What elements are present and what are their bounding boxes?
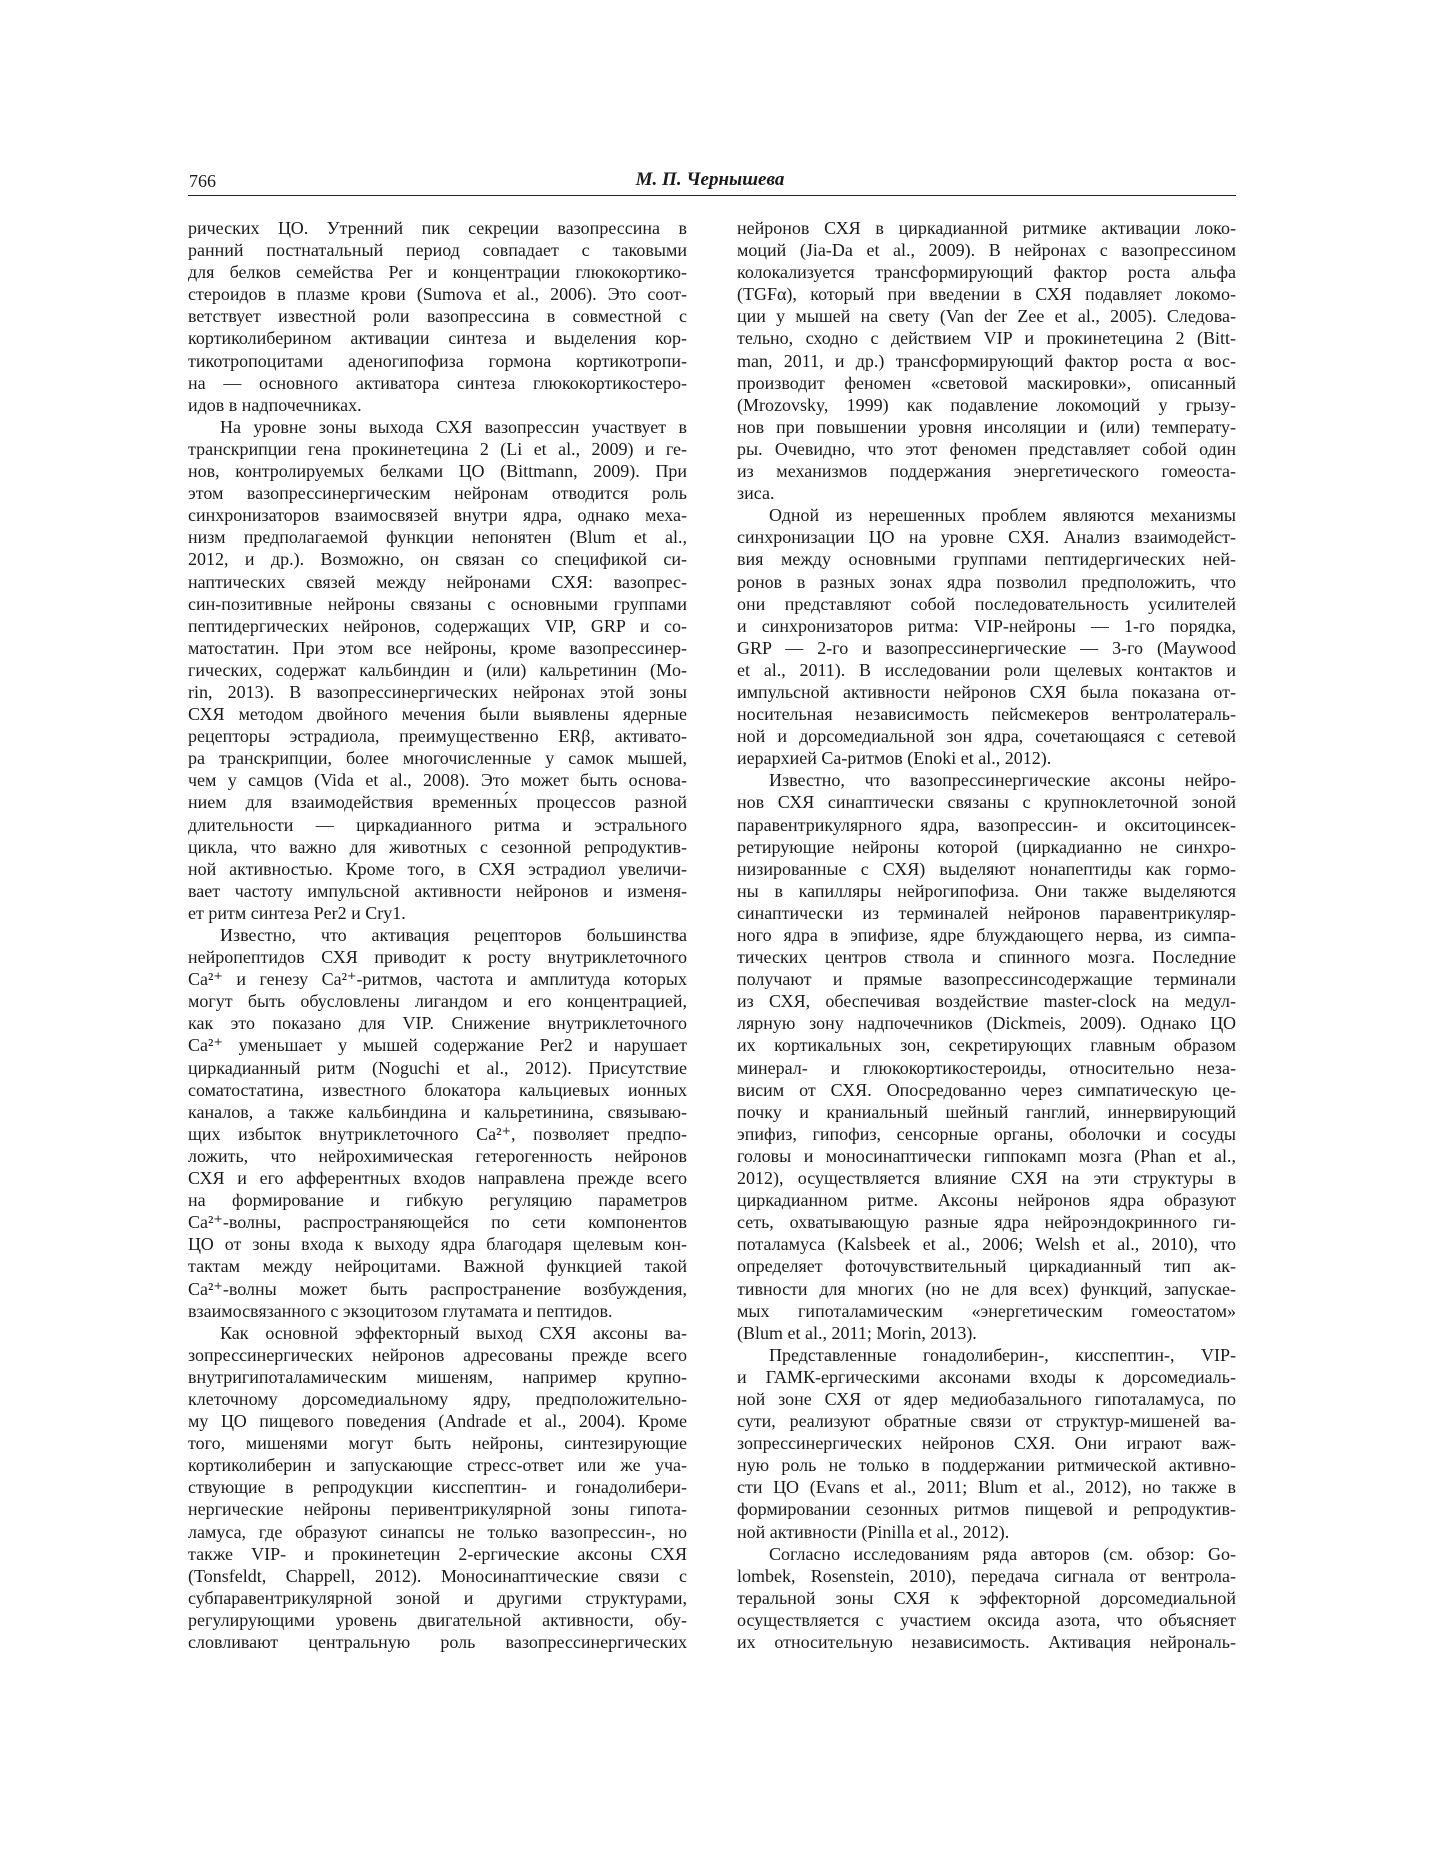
text-line: ной зоне СХЯ от ядер медиобазального гипоталамуса, по xyxy=(737,1388,1236,1409)
text-line: на формирование и гибкую регуляцию параметров xyxy=(188,1190,687,1211)
text-line: их кортикальных зон, секретирующих главным образом xyxy=(737,1035,1236,1056)
text-line: лярную зону надпочечников (Dickmeis, 2009). Однако ЦО xyxy=(737,1013,1236,1034)
text-line: Ca²⁺ уменьшает у мышей содержание Per2 и нарушает xyxy=(188,1035,687,1056)
text-line: кортиколиберин и запускающие стресс-ответ или же уча- xyxy=(188,1455,687,1476)
text-line: синхронизаторов взаимосвязей внутри ядра, однако меха- xyxy=(188,505,687,526)
text-line: тических центров ствола и спинного мозга. Последние xyxy=(737,947,1236,968)
text-line: ретирующие нейроны которой (циркадианно не синхро- xyxy=(737,836,1236,857)
paragraph xyxy=(737,1344,1236,1543)
paragraph xyxy=(737,769,1236,1343)
text-line: получают и прямые вазопрессинсодержащие терминали xyxy=(737,969,1236,990)
text-line: и ГАМК-ергическими аксонами входы к дорсомедиаль- xyxy=(737,1366,1236,1387)
text-line: нием для взаимодействия временны́х процессов разной xyxy=(188,792,687,813)
text-line: (Blum et al., 2011; Morin, 2013). xyxy=(737,1322,977,1343)
text-line: их относительную независимость. Активация нейрональ- xyxy=(737,1632,1236,1652)
text-line: синхронизации ЦО на уровне СХЯ. Анализ взаимодейст- xyxy=(737,527,1236,548)
paragraph xyxy=(188,217,687,416)
text-line: на — основного активатора синтеза глюкокортикостеро- xyxy=(188,372,687,393)
text-line: нейронов СХЯ в циркадианной ритмике активации локо- xyxy=(737,218,1236,238)
text-line: как это показано для VIP. Снижение внутриклеточного xyxy=(188,1013,687,1034)
text-line: идов в надпочечниках. xyxy=(188,394,362,415)
text-line: определяет фоточувствительный циркадианный тип ак- xyxy=(737,1256,1236,1277)
text-line: иерархией Ca-ритмов (Enoki et al., 2012). xyxy=(737,748,1052,769)
text-line: lombek, Rosenstein, 2010), передача сигнала от вентрола- xyxy=(737,1565,1236,1586)
text-line: Ca²⁺-волны, распространяющейся по сети компонентов xyxy=(188,1212,687,1233)
text-line: (Mrozovsky, 1999) как подавление локомоций у грызу- xyxy=(737,394,1236,415)
paragraph xyxy=(188,924,687,1322)
text-line: тивности для многих (но не для всех) функций, запускае- xyxy=(737,1278,1236,1299)
text-line: колокализуется трансформирующий фактор роста альфа xyxy=(737,262,1236,283)
text-line: субпаравентрикулярной зоной и другими структурами, xyxy=(188,1587,687,1608)
text-line: нов при повышении уровня инсоляции и (или) температу- xyxy=(737,416,1236,437)
text-line: (Tonsfeldt, Chappell, 2012). Моносинаптические связи с xyxy=(188,1565,687,1586)
text-line: эпифиз, гипофиз, сенсорные органы, оболочки и сосуды xyxy=(737,1123,1236,1144)
text-line: ной активности (Pinilla et al., 2012). xyxy=(737,1521,1010,1542)
paragraph xyxy=(188,416,687,924)
text-line: низм предполагаемой функции непонятен (Blum et al., xyxy=(188,527,687,548)
text-line: регулирующими уровень двигательной активности, обу- xyxy=(188,1609,687,1630)
text-line: рических ЦО. Утренний пик секреции вазопрессина в xyxy=(188,218,687,238)
text-line: теральной зоны СХЯ к эффекторной дорсомедиальной xyxy=(737,1587,1236,1608)
text-line: чем у самцов (Vida et al., 2008). Это может быть основа- xyxy=(188,770,687,791)
text-line: син-позитивные нейроны связаны с основными группами xyxy=(188,593,687,614)
text-line: сти ЦО (Evans et al., 2011; Blum et al., 2012), но также в xyxy=(737,1477,1236,1498)
text-line: сеть, охватывающую разные ядра нейроэндокринного ги- xyxy=(737,1212,1236,1233)
text-line: Как основной эффекторный выход СХЯ аксоны ва- xyxy=(220,1322,687,1343)
text-line: тактам между нейроцитами. Важной функцией такой xyxy=(188,1256,687,1277)
text-line: почку и краниальный шейный ганглий, иннервирующий xyxy=(737,1101,1236,1122)
text-line: поталамуса (Kalsbeek et al., 2006; Welsh et al., 2010), что xyxy=(737,1234,1236,1255)
text-line: ны в капилляры нейрогипофиза. Они также выделяются xyxy=(737,880,1236,901)
running-title: М. П. Чернышева xyxy=(635,169,785,190)
text-line: сути, реализуют обратные связи от структур-мишеней ва- xyxy=(737,1411,1236,1432)
text-line: нов СХЯ синаптически связаны с крупноклеточной зоной xyxy=(737,792,1236,813)
text-line: импульсной активности нейронов СХЯ была показана от- xyxy=(737,681,1236,702)
text-line: клеточному дорсомедиальному ядру, предположительно- xyxy=(188,1388,687,1409)
text-line: GRP — 2-го и вазопрессинергические — 3-го (Maywood xyxy=(737,637,1236,658)
text-line: ветствует известной роли вазопрессина в совместной с xyxy=(188,306,687,327)
text-line: ет ритм синтеза Per2 и Cry1. xyxy=(188,902,406,923)
column-right xyxy=(737,217,1236,1653)
text-line: Согласно исследованиям ряда авторов (см. обзор: Go- xyxy=(769,1543,1236,1564)
text-line: нергические нейроны перивентрикулярной зоны гипота- xyxy=(188,1499,687,1520)
text-line: головы и моносинаптически гиппокамп мозга (Phan et al., xyxy=(737,1145,1236,1166)
text-line: et al., 2011). В исследовании роли щелевых контактов и xyxy=(737,659,1236,680)
paragraph xyxy=(188,1322,687,1653)
text-line: осуществляется с участием оксида азота, что объясняет xyxy=(737,1609,1236,1630)
text-line: 2012), осуществляется влияние СХЯ на эти структуры в xyxy=(737,1168,1236,1189)
text-line: Одной из нерешенных проблем являются механизмы xyxy=(769,505,1236,526)
text-line: щих избыток внутриклеточного Ca²⁺, позволяет предпо- xyxy=(188,1123,687,1144)
text-line: циркадианный ритм (Noguchi et al., 2012). Присутствие xyxy=(188,1057,687,1078)
text-line: нейропептидов СХЯ приводит к росту внутриклеточного xyxy=(188,947,687,968)
text-line: ронов в разных зонах ядра позволил предположить, что xyxy=(737,571,1236,592)
text-line: того, мишенями могут быть нейроны, синтезирующие xyxy=(188,1433,687,1454)
text-line: циркадианном ритме. Аксоны нейронов ядра образуют xyxy=(737,1190,1236,1211)
text-line: рецепторы эстрадиола, преимущественно ERβ, активато- xyxy=(188,726,687,747)
paragraph xyxy=(737,217,1236,504)
text-line: зопрессинергических нейронов СХЯ. Они играют важ- xyxy=(737,1433,1236,1454)
text-line: Ca²⁺ и генезу Ca²⁺-ритмов, частота и амплитуда которых xyxy=(188,969,687,990)
text-line: ранний постнатальный период совпадает с таковыми xyxy=(188,240,687,261)
text-line: из механизмов поддержания энергетического гомеоста- xyxy=(737,461,1236,482)
paragraph xyxy=(737,1543,1236,1653)
text-line: ного ядра в эпифизе, ядре блуждающего нерва, из симпа- xyxy=(737,925,1236,945)
text-line: стероидов в плазме крови (Sumova et al., 2006). Это соот- xyxy=(188,284,687,305)
text-line: носительная независимость пейсмекеров вентролатераль- xyxy=(737,704,1236,725)
text-line: производит феномен «световой маскировки», описанный xyxy=(737,372,1236,393)
text-line: ной активностью. Кроме того, в СХЯ эстрадиол увеличи- xyxy=(188,858,687,879)
text-line: Представленные гонадолиберин-, кисспептин-, VIP- xyxy=(769,1344,1236,1365)
text-line: каналов, а также кальбиндина и кальретинина, связываю- xyxy=(188,1101,687,1122)
text-line: висим от СХЯ. Опосредованно через симпатическую це- xyxy=(737,1079,1236,1100)
header-rule xyxy=(188,195,1236,196)
text-line: взаимосвязанного с экзоцитозом глутамата и пептидов. xyxy=(188,1300,613,1321)
text-line: словливают центральную роль вазопрессинергических xyxy=(188,1632,687,1652)
text-line: man, 2011, и др.) трансформирующий фактор роста α вос- xyxy=(737,350,1236,371)
text-line: синаптически из терминалей нейронов паравентрикуляр- xyxy=(737,902,1236,923)
text-line: для белков семейства Per и концентрации глюкокортико- xyxy=(188,262,687,283)
page-number: 766 xyxy=(189,171,216,191)
text-line: На уровне зоны выхода СХЯ вазопрессин участвует в xyxy=(220,416,687,437)
text-line: Известно, что вазопрессинергические аксоны нейро- xyxy=(769,770,1236,791)
text-line: зопрессинергических нейронов адресованы прежде всего xyxy=(188,1344,687,1365)
text-line: наптических связей между нейронами СХЯ: вазопрес- xyxy=(188,571,687,592)
text-line: СХЯ и его афферентных входов направлена прежде всего xyxy=(188,1168,687,1189)
text-line: соматостатина, известного блокатора кальциевых ионных xyxy=(188,1079,687,1100)
text-line: мых гипоталамическим «энергетическим гомеостатом» xyxy=(737,1300,1236,1321)
text-line: ную роль не только в поддержании ритмической активно- xyxy=(737,1455,1236,1476)
text-line: нов, контролируемых белками ЦО (Bittmann, 2009). При xyxy=(188,461,687,482)
column-left xyxy=(188,217,687,1653)
text-line: матостатин. При этом все нейроны, кроме вазопрессинер- xyxy=(188,637,687,658)
paragraph xyxy=(737,504,1236,769)
text-line: из СХЯ, обеспечивая воздействие master-clock на медул- xyxy=(737,991,1236,1012)
text-line: ствующие в репродукции кисспептин- и гонадолибери- xyxy=(188,1477,687,1498)
text-line: Известно, что активация рецепторов большинства xyxy=(220,925,687,945)
text-line: тельно, сходно с действием VIP и прокинетецина 2 (Bitt- xyxy=(737,328,1236,349)
text-line: цикла, что важно для животных с сезонной репродуктив- xyxy=(188,836,687,857)
text-line: также VIP- и прокинетецин 2-ергические аксоны СХЯ xyxy=(188,1543,687,1564)
text-line: му ЦО пищевого поведения (Andrade et al., 2004). Кроме xyxy=(188,1411,687,1432)
text-line: и синхронизаторов ритма: VIP-нейроны — 1-го порядка, xyxy=(737,615,1236,636)
text-line: длительности — циркадианного ритма и эстрального xyxy=(188,814,687,835)
text-line: транскрипции гена прокинетецина 2 (Li et al., 2009) и ге- xyxy=(188,438,687,459)
text-line: тикотропоцитами аденогипофиза гормона кортикотропи- xyxy=(188,350,687,371)
text-line: СХЯ методом двойного мечения были выявлены ядерные xyxy=(188,704,687,725)
text-line: этом вазопрессинергическим нейронам отводится роль xyxy=(188,483,687,504)
text-line: вия между основными группами пептидергических ней- xyxy=(737,549,1236,570)
text-line: 2012, и др.). Возможно, он связан со спецификой си- xyxy=(188,549,687,570)
text-line: вает частоту импульсной активности нейронов и изменя- xyxy=(188,880,687,901)
text-line: минерал- и глюкокортикостероиды, относительно неза- xyxy=(737,1057,1236,1078)
text-line: они представляют собой последовательность усилителей xyxy=(737,593,1236,614)
text-line: ЦО от зоны входа к выходу ядра благодаря щелевым кон- xyxy=(188,1234,687,1255)
text-line: внутригипоталамическим мишеням, например крупно- xyxy=(188,1366,687,1387)
text-line: ра транскрипции, более многочисленные у самок мышей, xyxy=(188,748,687,769)
text-line: ной и дорсомедиальной зон ядра, сочетающаяся с сетевой xyxy=(737,726,1236,747)
text-line: rin, 2013). В вазопрессинергических нейронах этой зоны xyxy=(188,681,687,702)
text-line: ры. Очевидно, что этот феномен представляет собой один xyxy=(737,438,1236,459)
text-line: (TGFα), который при введении в СХЯ подавляет локомо- xyxy=(737,284,1236,305)
text-line: паравентрикулярного ядра, вазопрессин- и окситоцинсек- xyxy=(737,814,1236,835)
text-line: ции у мышей на свету (Van der Zee et al., 2005). Следова- xyxy=(737,306,1236,327)
text-line: могут быть обусловлены лигандом и его концентрацией, xyxy=(188,991,687,1012)
text-line: пептидергических нейронов, содержащих VIP, GRP и со- xyxy=(188,615,687,636)
text-line: Ca²⁺-волны может быть распространение возбуждения, xyxy=(188,1278,687,1299)
text-line: моций (Jia-Da et al., 2009). В нейронах с вазопрессином xyxy=(737,240,1236,261)
text-line: формировании сезонных ритмов пищевой и репродуктив- xyxy=(737,1499,1236,1520)
text-line: ложить, что нейрохимическая гетерогенность нейронов xyxy=(188,1145,687,1166)
text-line: ламуса, где образуют синапсы не только вазопрессин-, но xyxy=(188,1521,687,1542)
text-line: гических, содержат кальбиндин и (или) кальретинин (Mo- xyxy=(188,659,687,680)
text-line: низированные с СХЯ) выделяют нонапептиды как гормо- xyxy=(737,858,1236,879)
text-line: зиса. xyxy=(737,483,775,504)
text-line: кортиколиберином активации синтеза и выделения кор- xyxy=(188,328,687,349)
